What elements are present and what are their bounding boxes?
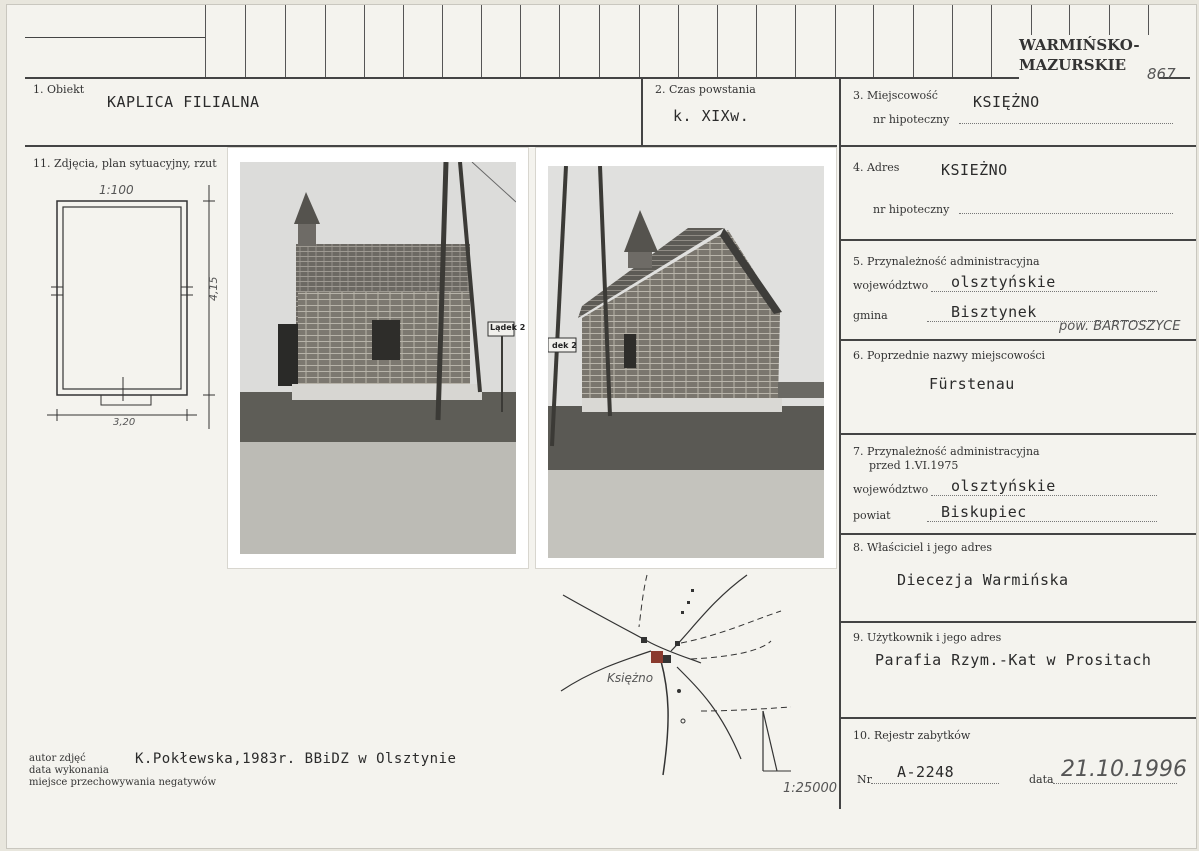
plan-scale: 1:100 — [99, 183, 134, 197]
floor-plan — [43, 177, 233, 431]
inventory-card — [6, 4, 1197, 849]
miejscowosc-label: 3. Miejscowość — [853, 89, 938, 102]
photo-right — [535, 147, 837, 569]
photo-left-sign: Lądek 2 — [490, 323, 526, 332]
przynaleznosc-przed-powiat-label: powiat — [853, 509, 891, 522]
adres-hipoteczny-label: nr hipoteczny — [873, 203, 950, 216]
przynaleznosc-powiat-note: pow. BARTOSZYCE — [1059, 319, 1181, 334]
obiekt-value: KAPLICA FILIALNA — [107, 93, 260, 111]
przynaleznosc-woj-label: województwo — [853, 279, 929, 292]
rejestr-data-line — [1053, 783, 1177, 784]
footer-data-label: data wykonania — [29, 765, 109, 776]
region-line-2: MAZURSKIE — [1019, 56, 1127, 74]
czas-label: 2. Czas powstania — [655, 83, 756, 96]
wlasciciel-value: Diecezja Warmińska — [897, 571, 1069, 589]
uzytkownik-value: Parafia Rzym.-Kat w Prositach — [875, 651, 1152, 669]
rejestr-data-value: 21.10.1996 — [1061, 757, 1187, 782]
rejestr-data-label: data — [1029, 773, 1054, 786]
przynaleznosc-gmina-label: gmina — [853, 309, 888, 322]
region-line-1: WARMIŃSKO- — [1019, 36, 1140, 54]
adres-value: KSIEŻNO — [941, 161, 1008, 179]
location-map-drawing — [551, 571, 841, 807]
footer-miejsce-label: miejsce przechowywania negatywów — [29, 777, 216, 788]
chapel-photo-side — [548, 166, 824, 558]
region-stamp — [1019, 35, 1159, 79]
obiekt-label: 1. Obiekt — [33, 83, 85, 96]
photo-right-sign: dek 2 — [552, 341, 577, 350]
adres-hipoteczny-line — [959, 213, 1173, 214]
wlasciciel-label: 8. Właściciel i jego adres — [853, 541, 993, 554]
footer-value: K.Pokłewska,1983r. BBiDZ w Olsztynie — [135, 751, 457, 767]
rejestr-label: 10. Rejestr zabytków — [853, 729, 971, 742]
przynaleznosc-przed-woj-line — [931, 495, 1157, 496]
footer-autor-label: autor zdjęć — [29, 753, 86, 764]
floor-plan-drawing — [43, 177, 233, 431]
przynaleznosc-przed-powiat-line — [927, 521, 1157, 522]
chapel-photo-front — [240, 162, 516, 554]
przynaleznosc-przed-woj-value: olsztyńskie — [951, 477, 1056, 495]
przynaleznosc-przed-label-2: przed 1.VI.1975 — [869, 459, 959, 472]
map-place-label: Księżno — [607, 671, 654, 685]
rejestr-nr-value: A-2248 — [897, 763, 955, 781]
przynaleznosc-woj-line — [931, 291, 1157, 292]
poprzednie-value: Fürstenau — [929, 375, 1015, 393]
rejestr-nr-line — [871, 783, 999, 784]
przynaleznosc-przed-label: 7. Przynależność administracyjna — [853, 445, 1040, 458]
przynaleznosc-przed-powiat-value: Biskupiec — [941, 503, 1027, 521]
card-number: 867 — [1147, 65, 1176, 83]
plan-width-dim: 3,20 — [113, 417, 136, 428]
location-map — [551, 571, 841, 807]
miejscowosc-hipoteczny-line — [959, 123, 1173, 124]
poprzednie-label: 6. Poprzednie nazwy miejscowości — [853, 349, 1046, 362]
adres-label: 4. Adres — [853, 161, 900, 174]
zdjecia-label: 11. Zdjęcia, plan sytuacyjny, rzut — [33, 157, 217, 170]
czas-value: k. XIXw. — [673, 107, 750, 125]
przynaleznosc-label: 5. Przynależność administracyjna — [853, 255, 1040, 268]
przynaleznosc-gmina-value: Bisztynek — [951, 303, 1037, 321]
map-scale: 1:25000 — [783, 781, 838, 796]
plan-height-dim: 4,15 — [207, 276, 220, 301]
photo-left — [227, 147, 529, 569]
przynaleznosc-woj-value: olsztyńskie — [951, 273, 1056, 291]
uzytkownik-label: 9. Użytkownik i jego adres — [853, 631, 1002, 644]
miejscowosc-hipoteczny-label: nr hipoteczny — [873, 113, 950, 126]
rejestr-nr-label: Nr — [857, 773, 872, 786]
przynaleznosc-przed-woj-label: województwo — [853, 483, 929, 496]
miejscowosc-value: KSIĘŻNO — [973, 93, 1040, 111]
